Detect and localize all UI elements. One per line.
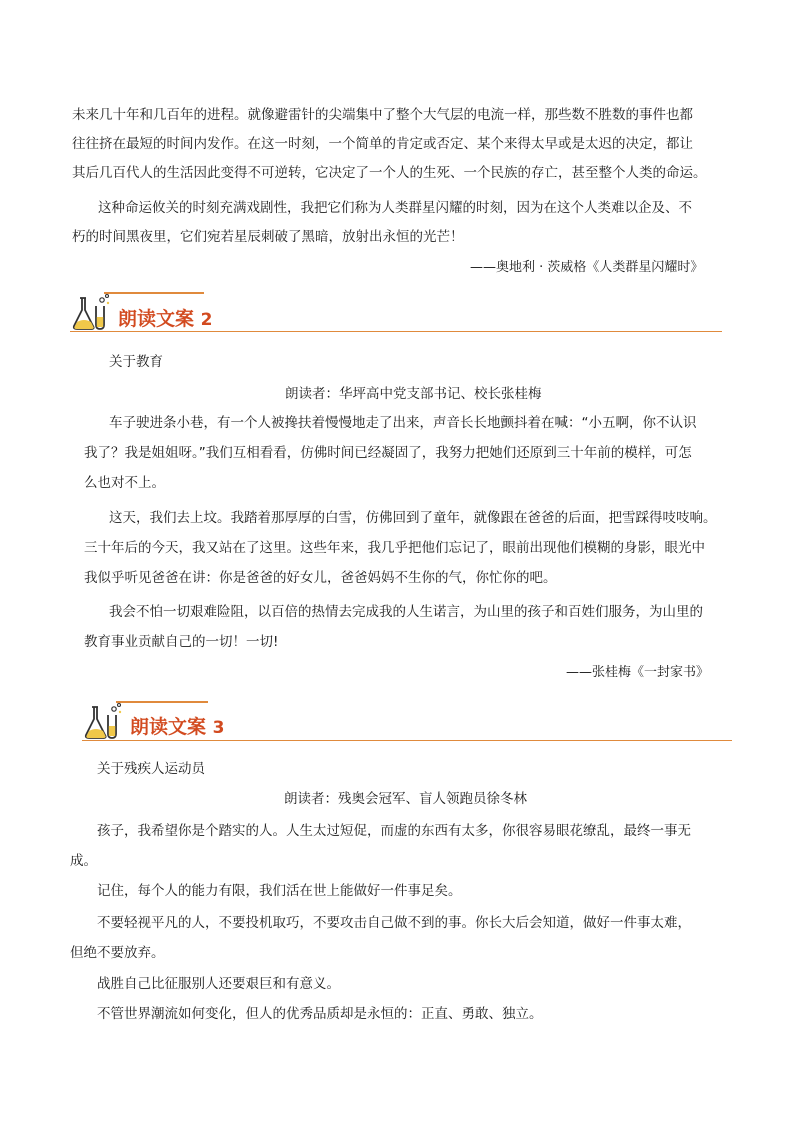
heading-top-rule [104, 292, 204, 294]
section-topic: 关于残疾人运动员 [97, 761, 205, 777]
paragraph-line: 么也对不上。 [84, 475, 165, 491]
section-title [130, 712, 224, 739]
paragraph-line: 孩子，我希望你是个踏实的人。人生太过短促，而虚的东西有太多，你很容易眼花缭乱，最终一事无 [97, 823, 691, 839]
intro-line: 其后几百代人的生活因此变得不可逆转，它决定了一个人的生死、一个民族的存亡，甚至整个人类的命运。 [72, 165, 707, 181]
paragraph-line: 成。 [70, 853, 97, 869]
heading-top-rule [116, 701, 208, 703]
section-heading-2 [70, 292, 722, 332]
intro-line: 往往挤在最短的时间内发作。在这一时刻，一个简单的肯定或否定、某个来得太早或是太迟的决定，都让 [72, 136, 693, 152]
paragraph-line: 我了？我是姐姐呀。”我们互相看看，仿佛时间已经凝固了，我努力把她们还原到三十年前的模样，可怎 [84, 445, 692, 461]
paragraph-line: 我似乎听见爸爸在讲：你是爸爸的好女儿，爸爸妈妈不生你的气，你忙你的吧。 [84, 570, 557, 586]
section-attribution: ——张桂梅《一封家书》 [566, 665, 710, 680]
intro-line: 这种命运攸关的时刻充满戏剧性，我把它们称为人类群星闪耀的时刻，因为在这个人类难以企及、不 [98, 200, 692, 216]
heading-bottom-rule [82, 740, 732, 742]
chemistry-flask-icon [70, 292, 114, 332]
section-topic: 关于教育 [109, 354, 163, 370]
paragraph-line: 记住，每个人的能力有限，我们活在世上能做好一件事足矣。 [97, 883, 462, 899]
section-heading-3 [82, 701, 732, 741]
paragraph-line: 三十年后的今天，我又站在了这里。这些年来，我几乎把他们忘记了，眼前出现他们模糊的身影，眼光中 [84, 540, 705, 556]
paragraph-line: 这天，我们去上坟。我踏着那厚厚的白雪，仿佛回到了童年，就像跟在爸爸的后面，把雪踩得吱吱响。 [109, 510, 717, 526]
heading-bottom-rule [70, 331, 722, 333]
section-title-text: 朗读文案 [130, 716, 207, 738]
paragraph-line: 不要轻视平凡的人，不要投机取巧，不要攻击自己做不到的事。你长大后会知道，做好一件事太难， [97, 915, 691, 931]
intro-attribution: ——奥地利 · 茨威格《人类群星闪耀时》 [470, 260, 704, 275]
section-title-text: 朗读文案 [118, 308, 195, 330]
paragraph-line: 但绝不要放弃。 [70, 945, 165, 961]
paragraph-line: 车子驶进条小巷，有一个人被搀扶着慢慢地走了出来，声音长长地颤抖着在喊：“小五啊，你不认识 [109, 415, 697, 431]
reader-line: 朗读者：残奥会冠军、盲人领跑员徐冬林 [284, 791, 527, 807]
intro-line: 朽的时间黑夜里，它们宛若星辰刺破了黑暗，放射出永恒的光芒！ [72, 229, 464, 245]
section-number: 3 [212, 718, 225, 738]
section-number: 2 [200, 310, 213, 330]
section-title [118, 304, 212, 331]
paragraph-line: 教育事业贡献自己的一切！一切! [84, 634, 279, 650]
paragraph-line: 战胜自己比征服别人还要艰巨和有意义。 [97, 976, 340, 992]
chemistry-flask-icon [82, 701, 126, 741]
paragraph-line: 我会不怕一切艰难险阻，以百倍的热情去完成我的人生诺言，为山里的孩子和百姓们服务，为山里的 [109, 604, 703, 620]
intro-line: 未来几十年和几百年的进程。就像避雷针的尖端集中了整个大气层的电流一样，那些数不胜数的事件也都 [72, 107, 693, 123]
paragraph-line: 不管世界潮流如何变化，但人的优秀品质却是永恒的：正直、勇敢、独立。 [97, 1006, 543, 1022]
reader-line: 朗读者：华坪高中党支部书记、校长张桂梅 [285, 386, 542, 402]
